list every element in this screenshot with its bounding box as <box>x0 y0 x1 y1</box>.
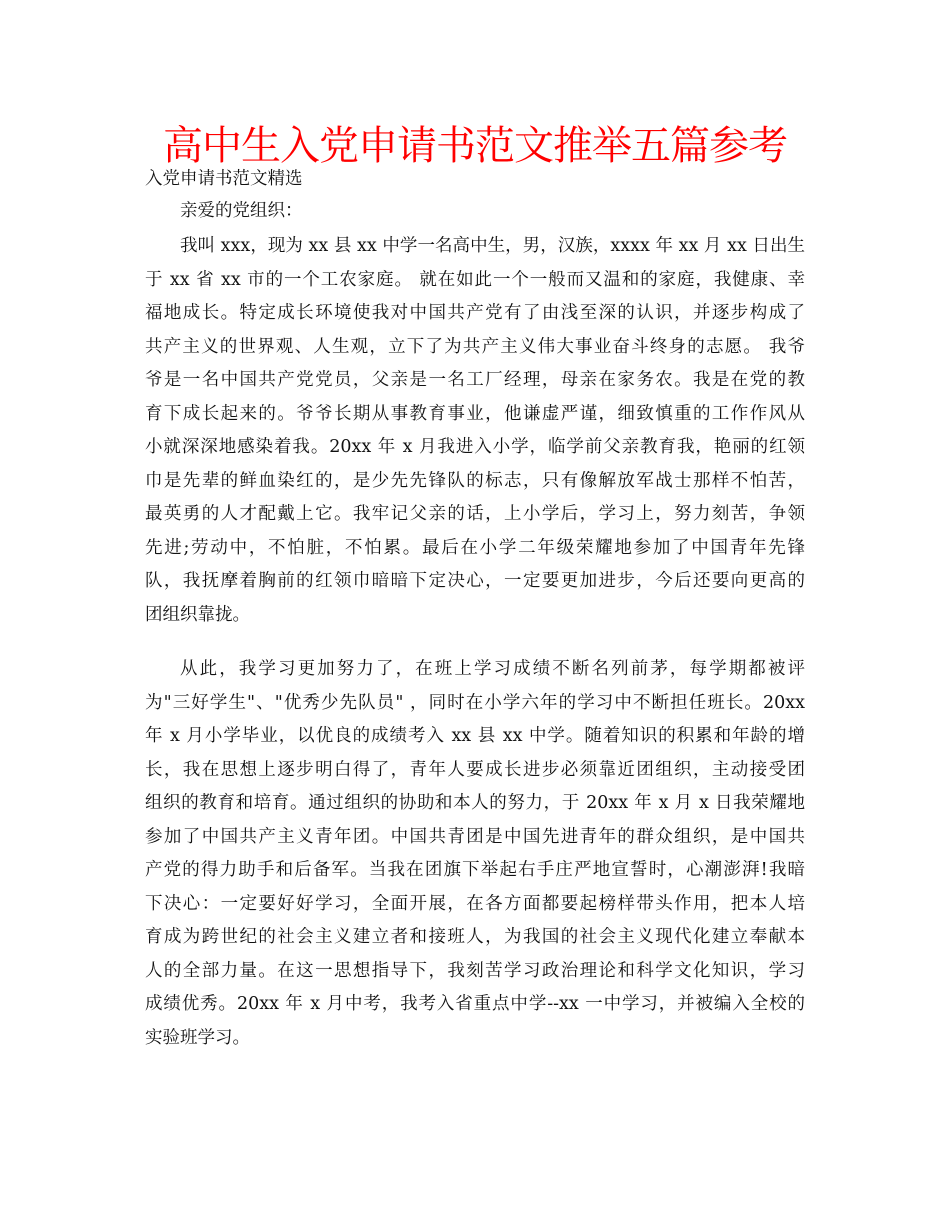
paragraph-line: 人的全部力量。在这一思想指导下，我刻苦学习政治理论和科学文化知识，学习 <box>145 960 805 981</box>
paragraph-line: 产党的得力助手和后备军。当我在团旗下举起右手庄严地宣誓时，心潮澎湃!我暗 <box>145 860 805 880</box>
paragraph-line: 组织的教育和培育。通过组织的协助和本人的努力，于 20xx 年 x 月 x 日我荣耀地 <box>145 793 805 813</box>
paragraph-line: 小就深深地感染着我。20xx 年 x 月我进入小学，临学前父亲教育我，艳丽的红领 <box>145 437 805 457</box>
subtitle: 入党申请书范文精选 <box>145 169 303 189</box>
paragraph-gap <box>145 632 805 653</box>
paragraph-line: 长，我在思想上逐步明白得了，青年人要成长进步必须靠近团组织，主动接受团 <box>145 759 805 780</box>
paragraph-line: 巾是先辈的鲜血染红的，是少先先锋队的标志，只有像解放军战士那样不怕苦， <box>145 470 805 491</box>
paragraph-line: 于 xx 省 xx 市的一个工农家庭。 就在如此一个一般而又温和的家庭，我健康、幸 <box>145 269 805 290</box>
paragraph-2 <box>145 653 805 1055</box>
paragraph-line: 参加了中国共产主义青年团。中国共青团是中国先进青年的群众组织，是中国共 <box>145 826 805 847</box>
paragraph-line: 队，我抚摩着胸前的红领巾暗暗下定决心，一定要更加进步，今后还要向更高的 <box>145 571 805 591</box>
paragraph-line: 共产主义的世界观、人生观，立下了为共产主义伟大事业奋斗终身的志愿。 我爷 <box>145 336 805 357</box>
paragraph-line: 最英勇的人才配戴上它。我牢记父亲的话，上小学后，学习上，努力刻苦，争领 <box>145 504 805 524</box>
paragraph-line: 实验班学习。 <box>145 1027 250 1048</box>
paragraph-line: 爷是一名中国共产党党员，父亲是一名工厂经理，母亲在家务农。我是在党的教 <box>145 370 805 390</box>
paragraph-line: 为"三好学生"、"优秀少先队员" ，同时在小学六年的学习中不断担任班长。20xx <box>145 692 805 713</box>
document-body <box>145 166 805 1055</box>
paragraph-line: 下决心：一定要好好学习，全面开展，在各方面都要起榜样带头作用，把本人培 <box>145 893 805 914</box>
paragraph-line: 从此，我学习更加努力了，在班上学习成绩不断名列前茅，每学期都被评 <box>180 659 805 679</box>
paragraph-line: 成绩优秀。20xx 年 x 月中考，我考入省重点中学--xx 一中学习，并被编入全校的 <box>145 994 805 1014</box>
paragraph-line: 团组织靠拢。 <box>145 604 250 625</box>
paragraph-line: 育成为跨世纪的社会主义建立者和接班人，为我国的社会主义现代化建立奉献本 <box>145 927 805 947</box>
document-title: 高中生入党申请书范文推举五篇参考 <box>163 123 787 169</box>
paragraph-line: 育下成长起来的。爷爷长期从事教育事业，他谦虚严谨，细致慎重的工作作风从 <box>145 403 805 424</box>
paragraph-line: 先进;劳动中，不怕脏，不怕累。最后在小学二年级荣耀地参加了中国青年先锋 <box>145 537 805 558</box>
salutation: 亲爱的党组织： <box>180 201 303 221</box>
paragraph-line: 福地成长。特定成长环境使我对中国共产党有了由浅至深的认识，并逐步构成了 <box>145 303 805 323</box>
paragraph-line: 我叫 xxx，现为 xx 县 xx 中学一名高中生，男，汉族，xxxx 年 xx 月 xx 日出生 <box>180 236 805 256</box>
paragraph-line: 年 x 月小学毕业，以优良的成绩考入 xx 县 xx 中学。随着知识的积累和年龄的增 <box>145 726 805 746</box>
paragraph-1 <box>145 230 805 632</box>
